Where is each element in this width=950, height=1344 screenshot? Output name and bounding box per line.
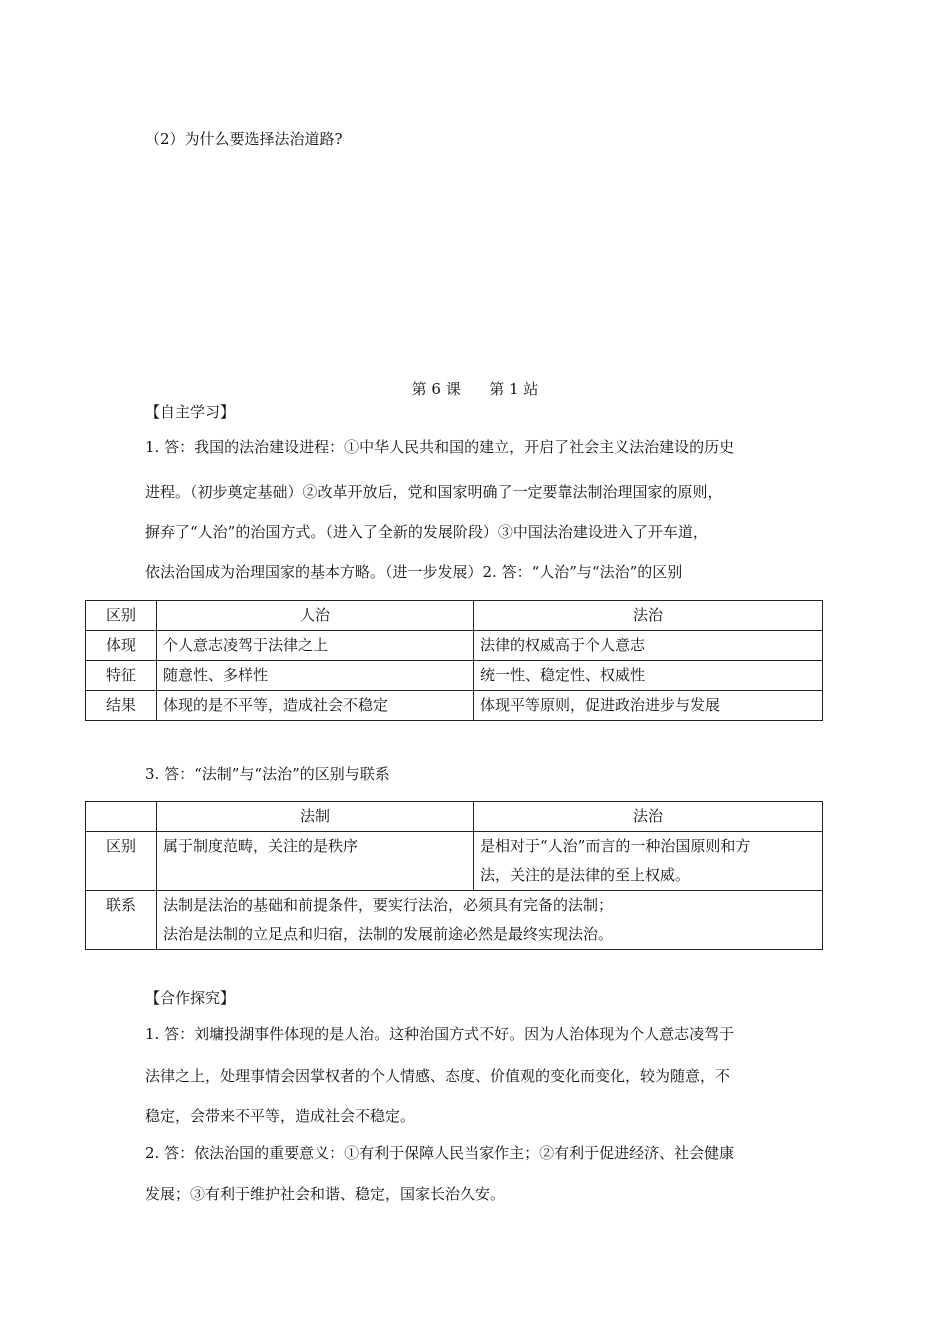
self-study-answer1-line: 进程。（初步奠定基础）②改革开放后，党和国家明确了一定要靠法制治理国家的原则， xyxy=(145,483,723,501)
table-cell: 体现的是不平等，造成社会不稳定 xyxy=(157,691,474,721)
table-cell-line: 法治是法制的立足点和归宿，法制的发展前途必然是最终实现法治。 xyxy=(163,925,614,943)
cooperation-answer2-line: 2. 答：依法治国的重要意义：①有利于保障人民当家作主；②有利于促进经济、社会健康 xyxy=(145,1144,735,1162)
table-cell-line: 法，关注的是法律的至上权威。 xyxy=(480,866,691,884)
table-cell: 法律的权威高于个人意志 xyxy=(474,631,823,661)
table-cell: 统一性、稳定性、权威性 xyxy=(474,661,823,691)
table-cell: 区别 xyxy=(86,832,157,891)
legal-system-vs-rule-of-law-table xyxy=(85,801,823,950)
self-study-answer3: 3. 答：“法制”与“法治”的区别与联系 xyxy=(145,765,390,783)
self-study-answer1-line: 依法治国成为治理国家的基本方略。（进一步发展）2. 答：“人治”与“法治”的区别 xyxy=(145,563,683,581)
table-cell: 体现 xyxy=(86,631,157,661)
cooperation-answer2-line: 发展；③有利于维护社会和谐、稳定，国家长治久安。 xyxy=(145,1185,506,1203)
table-header-cell: 法治 xyxy=(474,601,823,631)
table-cell: 随意性、多样性 xyxy=(157,661,474,691)
cooperation-answer1-line: 法律之上，处理事情会因掌权者的个人情感、态度、价值观的变化而变化，较为随意，不 xyxy=(145,1067,731,1085)
table-cell-line: 是相对于“人治”而言的一种治国原则和方 xyxy=(480,837,751,855)
table-cell: 特征 xyxy=(86,661,157,691)
rule-of-man-vs-law-table xyxy=(85,600,823,721)
table-header-cell: 人治 xyxy=(157,601,474,631)
table-row xyxy=(86,832,823,891)
table-header-cell: 法制 xyxy=(157,802,474,832)
cooperation-answer1-line: 1. 答：刘墉投湖事件体现的是人治。这种治国方式不好。因为人治体现为个人意志凌驾于 xyxy=(145,1025,735,1043)
table-header-cell: 区别 xyxy=(86,601,157,631)
table-row xyxy=(86,891,823,950)
table-cell xyxy=(157,891,823,950)
self-study-heading: 【自主学习】 xyxy=(145,403,236,421)
question-2: （2）为什么要选择法治道路? xyxy=(145,130,343,148)
cooperation-heading: 【合作探究】 xyxy=(145,989,236,1007)
table-header-row xyxy=(86,802,823,832)
cooperation-answer1-line: 稳定，会带来不平等，造成社会不稳定。 xyxy=(145,1107,416,1125)
table-header-row xyxy=(86,601,823,631)
self-study-answer1-line: 摒弃了“人治”的治国方式。（进入了全新的发展阶段）③中国法治建设进入了开车道， xyxy=(145,523,708,541)
lesson-title: 第 6 课 第 1 站 xyxy=(411,380,539,398)
table-cell xyxy=(474,832,823,891)
table-cell: 个人意志凌驾于法律之上 xyxy=(157,631,474,661)
table-cell-line: 法制是法治的基础和前提条件，要实行法治，必须具有完备的法制； xyxy=(163,896,614,914)
table-cell: 属于制度范畴，关注的是秩序 xyxy=(157,832,474,891)
table-header-cell: 法治 xyxy=(474,802,823,832)
table-row xyxy=(86,661,823,691)
table-row xyxy=(86,631,823,661)
table-cell: 体现平等原则，促进政治进步与发展 xyxy=(474,691,823,721)
self-study-answer1-line: 1. 答：我国的法治建设进程：①中华人民共和国的建立，开启了社会主义法治建设的历史 xyxy=(145,438,735,456)
table-header-cell xyxy=(86,802,157,832)
table-row xyxy=(86,691,823,721)
table-cell: 结果 xyxy=(86,691,157,721)
table-cell: 联系 xyxy=(86,891,157,950)
